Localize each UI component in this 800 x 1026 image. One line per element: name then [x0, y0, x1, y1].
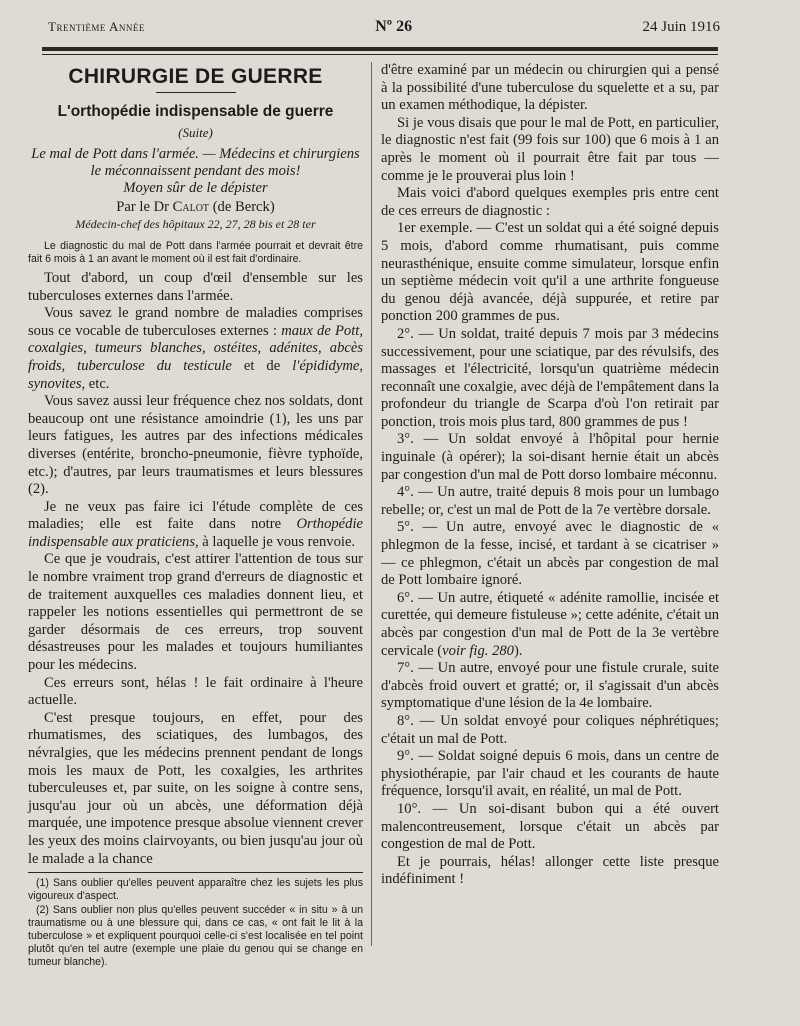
article-title: L'orthopédie indispensable de guerre: [57, 102, 334, 120]
paragraph: [28, 305, 363, 393]
paragraph: [28, 499, 363, 552]
author-name: Calot: [172, 198, 210, 215]
subtitle-line-2: le méconnaissent pendant des mois!: [90, 162, 301, 179]
example-6: [381, 590, 719, 660]
example-2: 2°. — Un soldat, traité depuis 7 mois par 3 médecins successivement, pour une sciatique, par des révulsifs, des massages et l'électricité, lorsqu'un quatrième médecin reconnaît une coxalgie, avec déjà de l'empâtement dans la profondeur du triangle de Scarpa d'où l'on retirait par ponction, trois mois plus tard, 800 grammes de pus !: [381, 325, 719, 430]
example-3: 3°. — Un soldat envoyé à l'hôpital pour hernie inguinale (à opérer); la soi-disant hernie était un abcès par congestion d'un mal de Pott dorso lombaire méconnu.: [381, 431, 719, 483]
paragraph: Vous savez aussi leur fréquence chez nos soldats, dont beaucoup ont une résistance amoindrie (1), les uns par leurs fatigues, les autres par des infections médicales diverses (entérite, broncho-pneumonie, fièvre typhoïde, etc.); d'autres, par leurs traumatismes et leurs blessures (2).: [28, 393, 363, 498]
text-run: et de: [231, 357, 293, 374]
example-7: 7°. — Un autre, envoyé pour une fistule crurale, suite d'abcès froid ouvert et gratté; or, il s'agissait d'un abcès symptomatique d'une lésion de la 4e lombaire.: [381, 660, 719, 712]
abstract: Le diagnostic du mal de Pott dans l'armée pourrait et devrait être fait 6 mois à 1 an avant le moment où il est fait d'ordinaire.: [28, 239, 363, 265]
paragraph: Ces erreurs sont, hélas ! le fait ordinaire à l'heure actuelle.: [28, 674, 363, 709]
example-4: 4°. — Un autre, traité depuis 8 mois pour un lumbago rebelle; or, c'est un mal de Pott de la 7e vertèbre dorsale.: [381, 484, 719, 518]
paragraph: Si je vous disais que pour le mal de Pott, en particulier, le diagnostic n'est fait (99 fois sur 100) que 6 mois à 1 an après le moment où il pourrait être fait par tous — comme je le prouverai plus loin !: [381, 114, 719, 184]
column-divider: [371, 62, 372, 946]
volume-label: Trentième Année: [48, 19, 145, 34]
paragraph: Mais voici d'abord quelques exemples pris entre cent de ces erreurs de diagnostic :: [381, 185, 719, 219]
issue-date: 24 Juin 1916: [642, 19, 720, 35]
italic-run: Orthopédie indispensable aux praticiens: [28, 516, 363, 550]
left-column: [28, 62, 363, 970]
footnote-2: (2) Sans oublier non plus qu'elles peuvent succéder « in situ » à un traumatisme ou à une blessure qui, dans ce cas, « ont fait le lit à la tuberculose » et expliquent pourquoi celle-ci s'est localisée en tel point plutôt qu'en tel autre (exemple une plaie du genou qui se change en tumeur blanche).: [28, 903, 363, 969]
footnote-rule: [28, 872, 363, 873]
header-rule-thin: [42, 54, 718, 55]
closing-paragraph: Et je pourrais, hélas! allonger cette liste presque indéfiniment !: [381, 853, 719, 888]
title-rule: [156, 92, 236, 93]
text-run: ).: [513, 642, 523, 659]
suite-label: (Suite): [178, 125, 213, 141]
example-5: 5°. — Un autre, envoyé avec le diagnostic de « phlegmon de la fesse, incisé, et tardant à se cicatriser » — ce phlegmon, c'était un abcès par congestion de mal de Pott lombaire ignoré.: [381, 519, 719, 589]
right-column: [381, 62, 719, 889]
text-run: Je ne veux pas faire ici l'étude complète de ces maladies; elle est faite dans notre: [28, 498, 363, 533]
paragraph: C'est presque toujours, en effet, pour des rhumatismes, des sciatiques, des lumbagos, des névralgies, que les médecins prennent pendant de longs mois les maux de Pott, les coxalgies, les arthrites tuberculeuses et, par suite, on les soigne à contre sens, jusqu'au jour où un abcès, une déformation déjà marquée, une impotence presque absolue viennent crever les yeux des moins clairvoyants, ou bien jusqu'au jour où le malade a la chance: [28, 709, 363, 867]
byline: [28, 199, 363, 217]
italic-run: voir fig. 280: [442, 642, 514, 659]
example-1: 1er exemple. — C'est un soldat qui a été soigné depuis 5 mois, d'abord comme rhumatisant, puis comme neurasthénique, ensuite comme simulateur, lorsque enfin un septième médecin voit qu'il a une arthrite fongueuse du genou déjà avancée, déjà suppurée, et retire par ponction 200 grammes de pus.: [381, 220, 719, 325]
subtitle-line-1: Le mal de Pott dans l'armée. — Médecins et chirurgiens: [31, 145, 360, 162]
example-8: 8°. — Un soldat envoyé pour coliques néphrétiques; c'était un mal de Pott.: [381, 712, 719, 747]
text-run: , etc.: [81, 375, 110, 392]
example-9: 9°. — Soldat soigné depuis 6 mois, dans un centre de physiothérapie, par l'air chaud et les courants de haute fréquence, lorsqu'il avait, en réalité, un mal de Pott.: [381, 748, 719, 800]
section-title: CHIRURGIE DE GUERRE: [68, 65, 323, 88]
text-run: Vous savez le grand nombre de maladies comprises sous ce vocable de tuberculoses externes :: [28, 305, 363, 339]
footnote-1: (1) Sans oublier qu'elles peuvent apparaître chez les sujets les plus vigoureux d'aspect.: [28, 877, 363, 903]
byline-prefix: Par le Dr: [116, 198, 173, 215]
paragraph: Tout d'abord, un coup d'œil d'ensemble sur les tuberculoses externes dans l'armée.: [28, 269, 363, 304]
page-header: [48, 18, 720, 44]
byline-suffix: (de Berck): [209, 198, 275, 215]
example-10: 10°. — Un soi-disant bubon qui a été ouvert malencontreusement, lorsque c'était un abcès par congestion de mal de Pott.: [381, 800, 719, 853]
header-rule-thick: [42, 47, 718, 51]
paragraph: d'être examiné par un médecin ou chirurgien qui a pensé à la possibilité d'une tuberculose du squelette et a su, par un examen méthodique, la dépister.: [381, 62, 719, 114]
italic-run: maux de Pott, coxalgies, tumeurs blanches, ostéites, adénites, abcès froids, tuberculose du testicule: [28, 322, 363, 374]
subtitle-line-3: Moyen sûr de le dépister: [123, 179, 268, 196]
issue-number: Nº 26: [375, 18, 413, 35]
text-run: , à laquelle je vous renvoie.: [195, 533, 356, 550]
italic-run: l'épididyme, synovites: [28, 357, 363, 392]
text-run: 6°. — Un autre, étiqueté « adénite ramollie, incisée et curettée, qui demeure fistuleuse »; cette adénite, c'était un abcès par congestion d'un mal de Pott de la 3e vertèbre cervicale (: [381, 589, 719, 659]
paragraph: Ce que je voudrais, c'est attirer l'attention de tous sur le nombre vraiment trop grand d'erreurs de diagnostic et de traitement auxquelles ces maladies donnent lieu, et rappeler les notions essentielles qui permettront de se garder désormais de ces erreurs, trop souvent désastreuses pour les malades et toujours humiliantes pour les médecins.: [28, 551, 363, 674]
author-affiliation: Médecin-chef des hôpitaux 22, 27, 28 bis et 28 ter: [75, 217, 316, 232]
